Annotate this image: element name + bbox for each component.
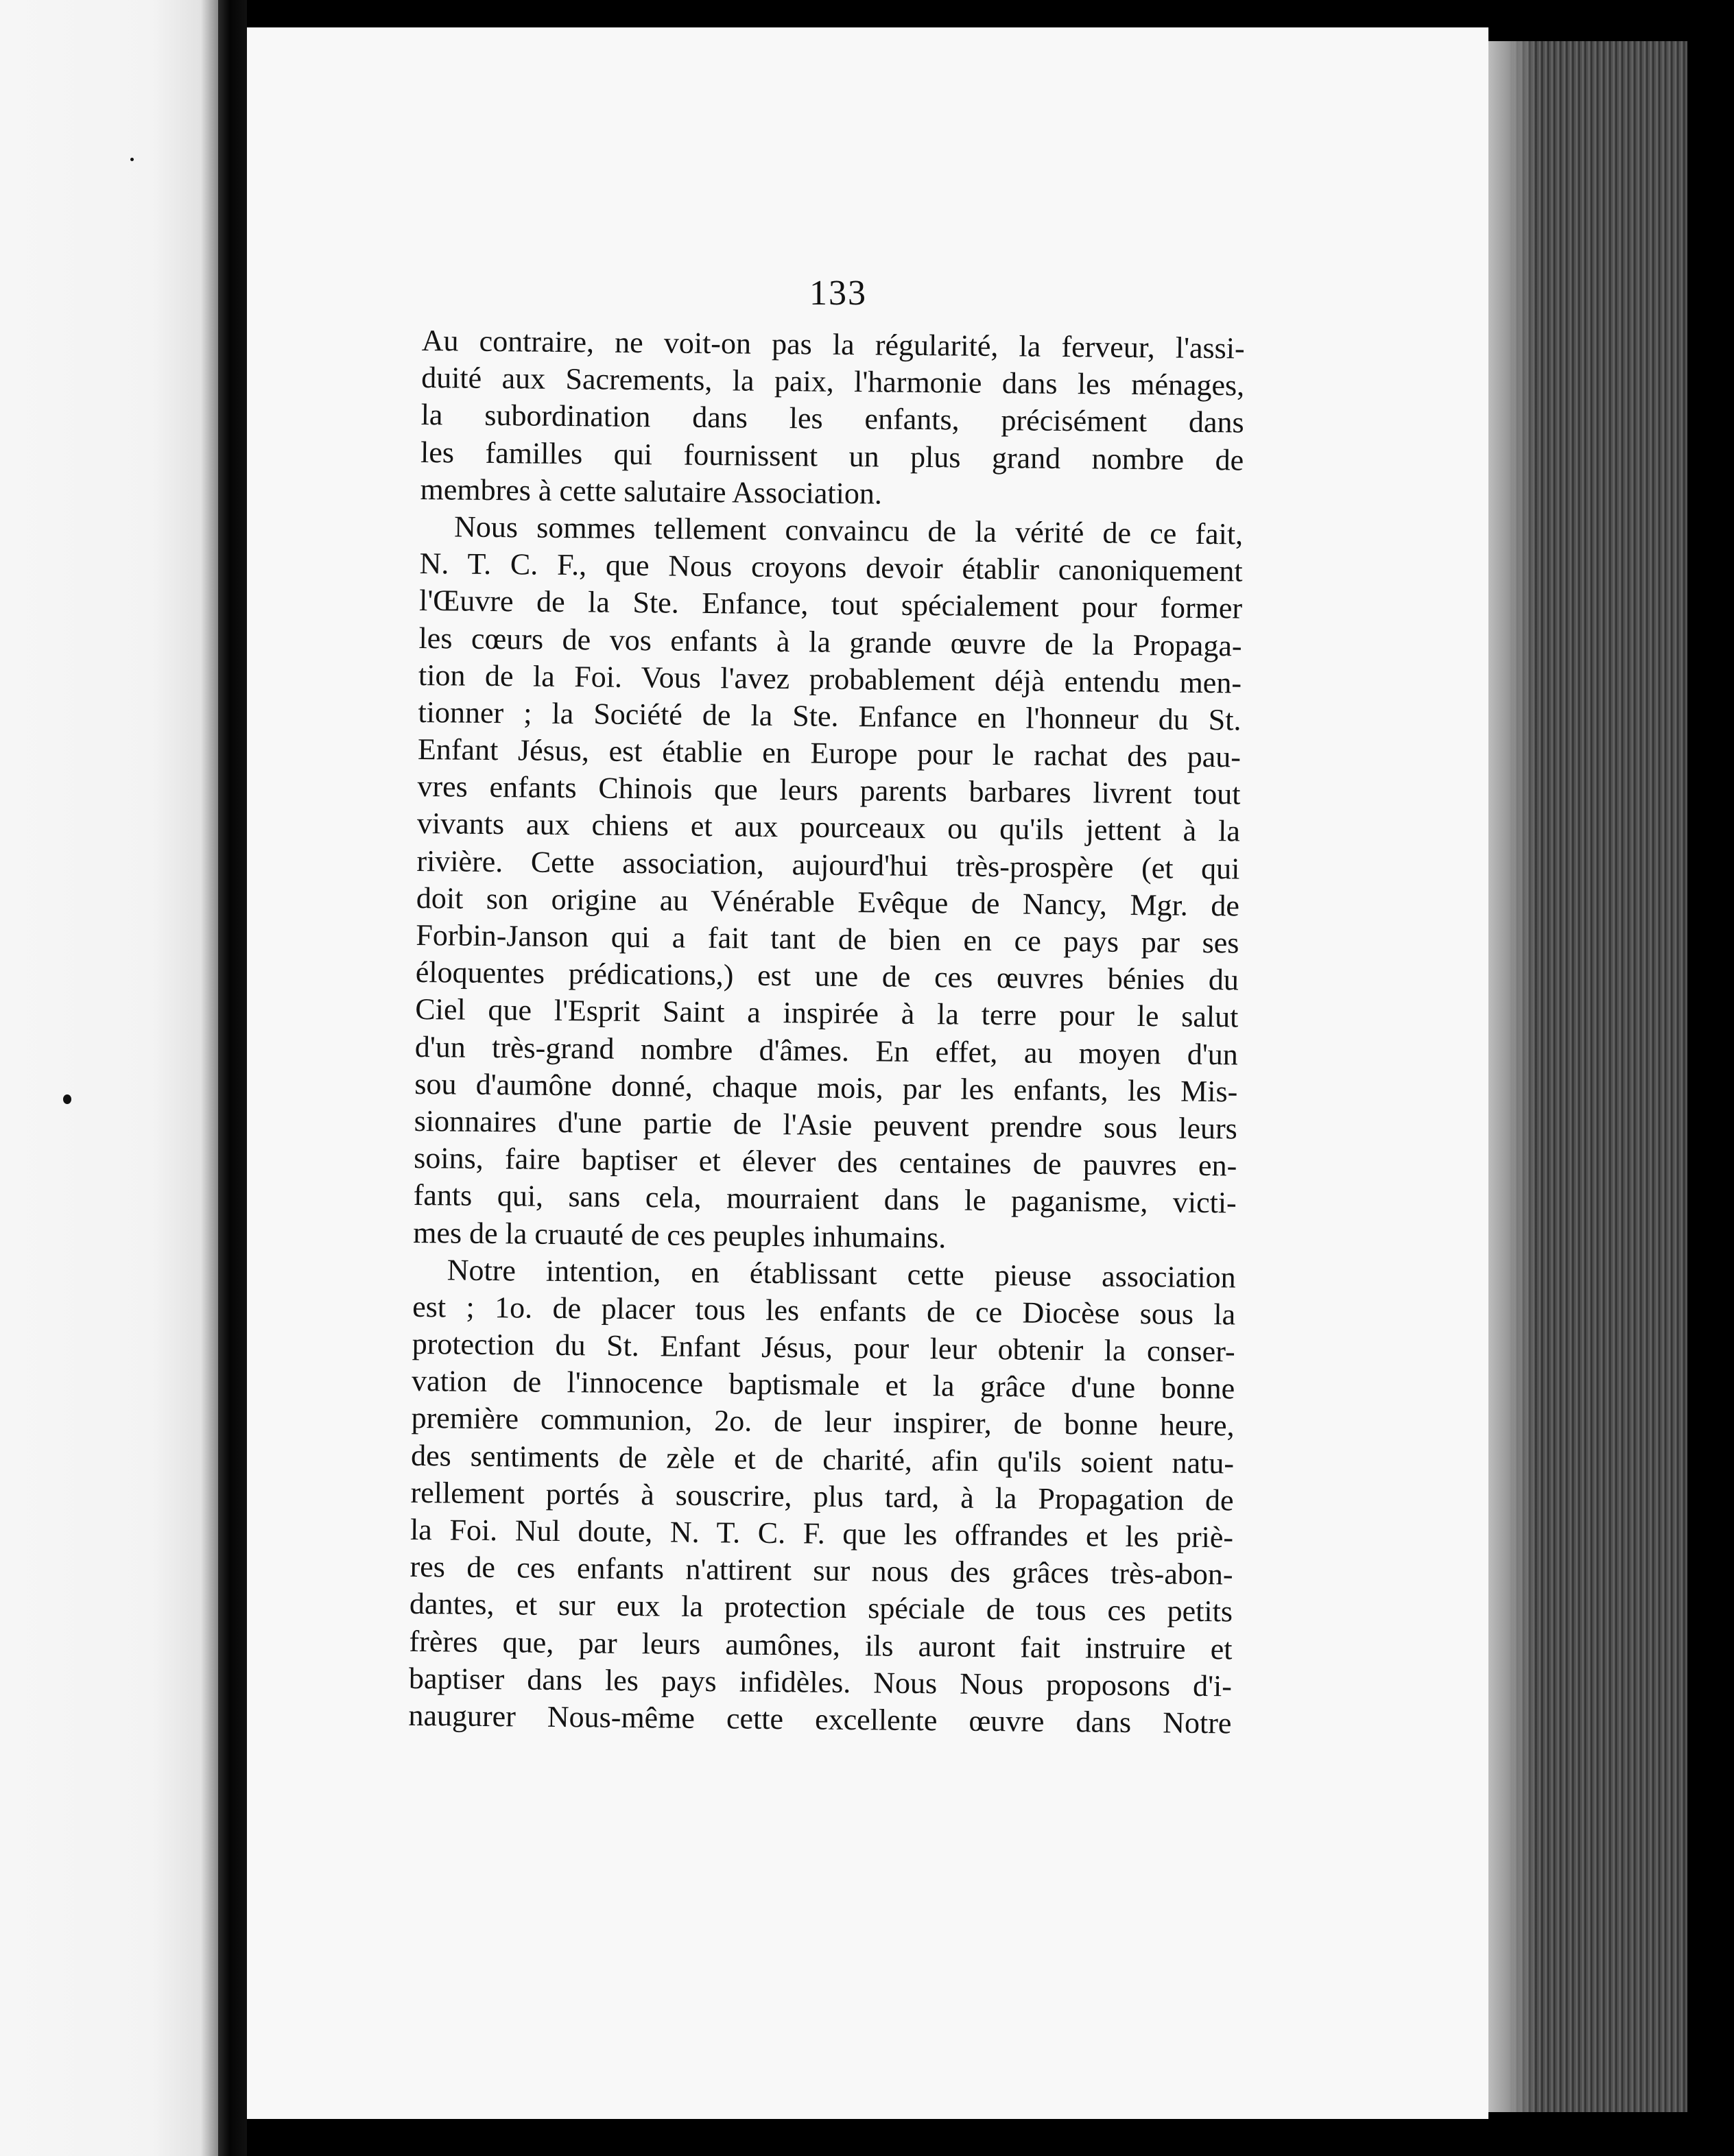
text-line: duité aux Sacrements, la paix, l'harmonie dans les ménages, bbox=[420, 361, 1245, 403]
text-line: tion de la Foi. Vous l'avez probablement déjà entendu men- bbox=[418, 658, 1242, 700]
ink-speck bbox=[130, 158, 134, 161]
text-line: première communion, 2o. de leur inspirer, de bonne heure, bbox=[411, 1401, 1235, 1443]
text-line: les familles qui fournissent un plus grand nombre de bbox=[420, 435, 1244, 477]
text-line: vivants aux chiens et aux pourceaux ou qu'ils jettent à la bbox=[416, 806, 1241, 848]
text-line: sionnaires d'une partie de l'Asie peuvent prendre sous leurs bbox=[414, 1103, 1238, 1146]
text-line: membres à cette salutaire Association. bbox=[420, 472, 883, 511]
text-line: les cœurs de vos enfants à la grande œuvre de la Propaga- bbox=[418, 621, 1242, 662]
text-line: rellement portés à souscrire, plus tard, à la Propagation de bbox=[410, 1475, 1234, 1518]
text-line: vation de l'innocence baptismale et la grâce d'une bonne bbox=[411, 1364, 1235, 1406]
text-line: Au contraire, ne voit-on pas la régularité, la ferveur, l'assi- bbox=[421, 323, 1245, 366]
text-line: l'Œuvre de la Ste. Enfance, tout spécialement pour former bbox=[418, 584, 1243, 625]
text-line: N. T. C. F., que Nous croyons devoir établir canoniquement bbox=[419, 547, 1243, 588]
text-line: Notre intention, en établissant cette pieuse association bbox=[447, 1253, 1236, 1295]
text-line: la Foi. Nul doute, N. T. C. F. que les offrandes et les priè- bbox=[409, 1512, 1234, 1555]
text-line: est ; 1o. de placer tous les enfants de ce Diocèse sous la bbox=[412, 1289, 1236, 1332]
text-line: la subordination dans les enfants, précisément dans bbox=[420, 398, 1244, 440]
text-line: sou d'aumône donné, chaque mois, par les enfants, les Mis- bbox=[414, 1066, 1238, 1109]
text-line: naugurer Nous-même cette excellente œuvre dans Notre bbox=[408, 1698, 1232, 1740]
text-line: éloquentes prédications,) est une de ces œuvres bénies du bbox=[415, 955, 1239, 997]
page-edge-highlight bbox=[1488, 41, 1536, 2112]
body-text bbox=[408, 322, 1245, 1742]
book-gutter bbox=[218, 0, 247, 2156]
text-line: d'un très-grand nombre d'âmes. En effet, au moyen d'un bbox=[414, 1029, 1239, 1072]
text-line: fants qui, sans cela, mourraient dans le paganisme, victi- bbox=[413, 1178, 1237, 1220]
text-line: baptiser dans les pays infidèles. Nous Nous proposons d'i- bbox=[408, 1661, 1233, 1703]
text-line: frères que, par leurs aumônes, ils auront fait instruire et bbox=[409, 1624, 1233, 1666]
text-line: Nous sommes tellement convaincu de la vérité de ce fait, bbox=[453, 510, 1244, 551]
text-line: mes de la cruauté de ces peuples inhumains. bbox=[413, 1215, 947, 1254]
page-number: 133 bbox=[809, 274, 867, 313]
text-line: Forbin-Janson qui a fait tant de bien en ce pays par ses bbox=[416, 918, 1239, 960]
text-line: rivière. Cette association, aujourd'hui très-prospère (et qui bbox=[416, 843, 1240, 886]
ink-speck bbox=[63, 1094, 71, 1104]
text-line: res de ces enfants n'attirent sur nous des grâces très-abon- bbox=[409, 1550, 1233, 1592]
left-facing-page bbox=[0, 0, 218, 2156]
text-line: Enfant Jésus, est établie en Europe pour le rachat des pau- bbox=[417, 732, 1242, 774]
text-line: Ciel que l'Esprit Saint a inspirée à la terre pour le salut bbox=[415, 992, 1239, 1034]
text-line: dantes, et sur eux la protection spéciale de tous ces petits bbox=[409, 1587, 1233, 1629]
text-line: soins, faire baptiser et élever des centaines de pauvres en- bbox=[414, 1141, 1237, 1183]
text-line: doit son origine au Vénérable Evêque de Nancy, Mgr. de bbox=[416, 881, 1240, 923]
text-line: des sentiments de zèle et de charité, afin qu'ils soient natu- bbox=[410, 1438, 1235, 1481]
text-line: protection du St. Enfant Jésus, pour leur obtenir la conser- bbox=[412, 1326, 1235, 1369]
text-line: vres enfants Chinois que leurs parents barbares livrent tout bbox=[417, 769, 1241, 811]
text-line: tionner ; la Société de la Ste. Enfance en l'honneur du St. bbox=[418, 695, 1242, 737]
